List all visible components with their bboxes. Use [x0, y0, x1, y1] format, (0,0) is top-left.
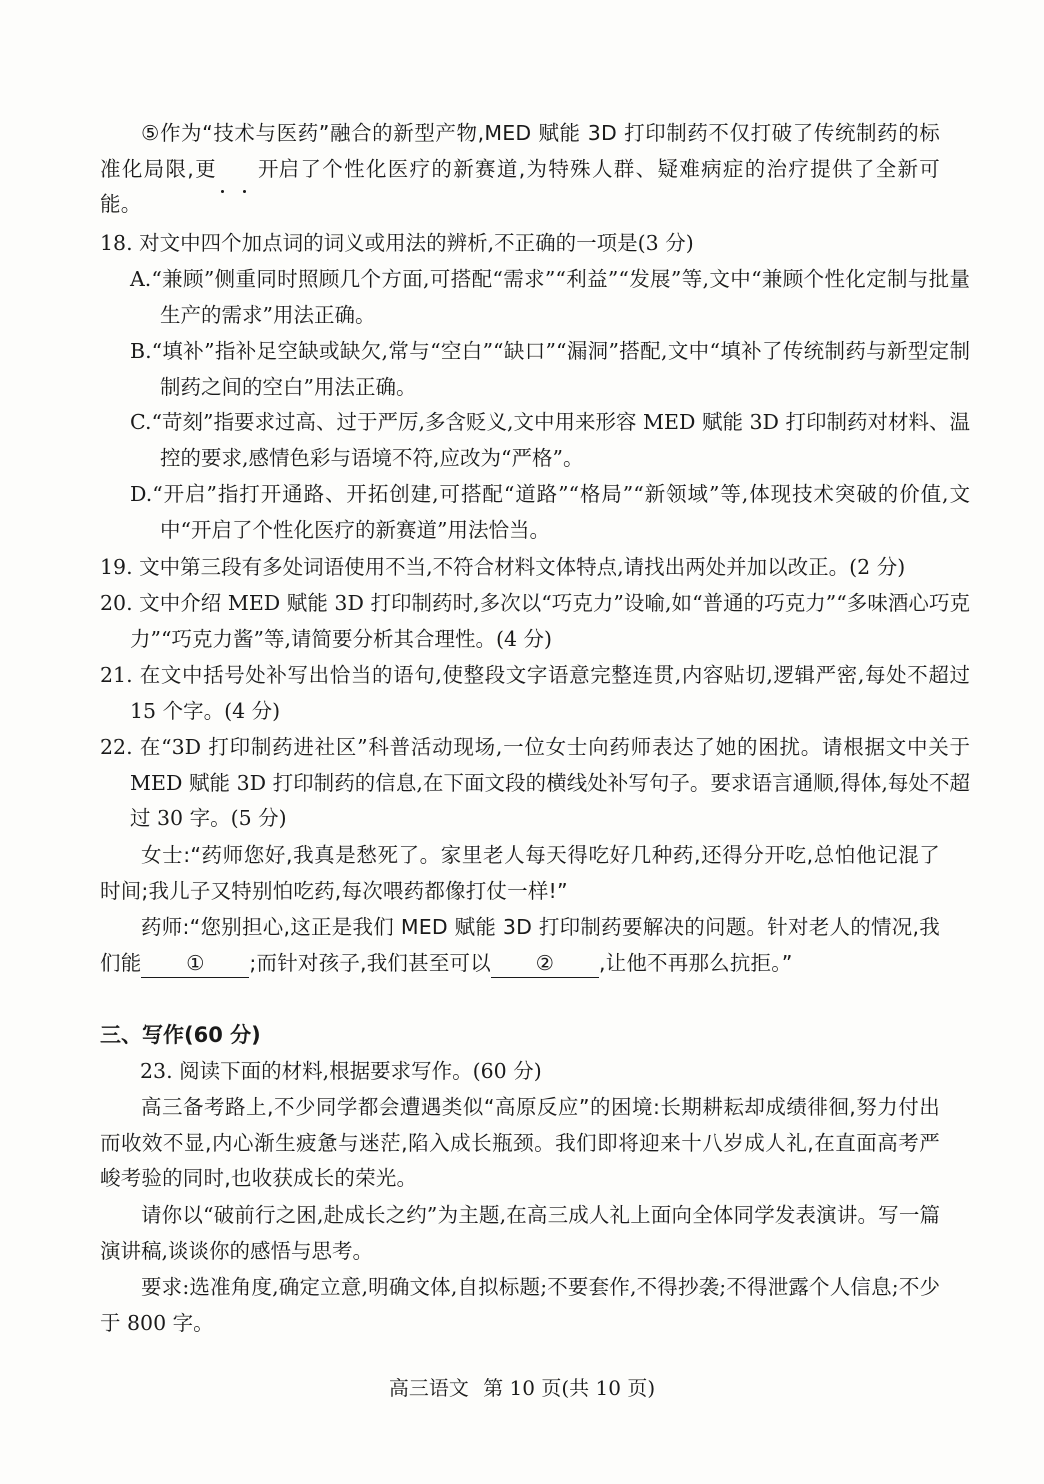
question-19: 19. 文中第三段有多处词语使用不当,不符合材料文体特点,请找出两处并加以改正。(2 分)	[100, 555, 906, 579]
writing-material: 高三备考路上,不少同学都会遭遇类似“高原反应”的困境:长期耕耘却成绩徘徊,努力付出而收效不显,内心渐生疲惫与迷茫,陷入成长瓶颈。我们即将迎来十八岁成人礼,在直面高考严峻考验的同时,也收获成长的荣光。	[100, 1095, 940, 1190]
pharmacist-text-c: ,让他不再那么抗拒。”	[598, 950, 793, 975]
question-21: 21. 在文中括号处补写出恰当的语句,使整段文字语意完整连贯,内容贴切,逻辑严密,每处不超过 15 个字。(4 分)	[100, 663, 970, 723]
dialogue-woman: 女士:“药师您好,我真是愁死了。家里老人每天得吃好几种药,还得分开吃,总怕他记混了时间;我儿子又特别怕吃药,每次喂药都像打仗一样!”	[100, 843, 940, 903]
pharmacist-text-b: ;而针对孩子,我们甚至可以	[249, 950, 491, 975]
question-18-option-c: C.“苛刻”指要求过高、过于严厉,多含贬义,文中用来形容 MED 赋能 3D 打印制药对材料、温控的要求,感情色彩与语境不符,应改为“严格”。	[130, 410, 970, 470]
pharmacist-text-a: 药师:“您别担心,这正是我们 MED 赋能 3D 打印制药要解决的问题。针对老人的情况,我们能	[100, 915, 940, 975]
emphasis-dot	[243, 190, 246, 193]
dotted-word-text: 开启	[257, 156, 300, 181]
blank-2-label: ②	[535, 950, 555, 975]
fill-blank-1[interactable]	[141, 949, 249, 978]
dialogue-pharmacist	[100, 910, 940, 981]
passage-paragraph-5	[100, 116, 940, 223]
fill-blank-2[interactable]	[491, 949, 599, 978]
writing-requirements: 要求:选准角度,确定立意,明确文体,自拟标题;不要套作,不得抄袭;不得泄露个人信息;不少于 800 字。	[100, 1275, 940, 1335]
question-18-option-a: A.“兼顾”侧重同时照顾几个方面,可搭配“需求”“利益”“发展”等,文中“兼顾个性化定制与批量生产的需求”用法正确。	[130, 267, 970, 327]
question-22-stem: 22. 在“3D 打印制药进社区”科普活动现场,一位女士向药师表达了她的困扰。请根据文中关于 MED 赋能 3D 打印制药的信息,在下面文段的横线处补写句子。要求语言通顺,得体,每处不超过 30 字。(5 分)	[100, 735, 970, 830]
question-23-stem: 23. 阅读下面的材料,根据要求写作。(60 分)	[140, 1059, 542, 1083]
question-20: 20. 文中介绍 MED 赋能 3D 打印制药时,多次以“巧克力”设喻,如“普通的巧克力”“多味酒心巧克力”“巧克力酱”等,请简要分析其合理性。(4 分)	[100, 591, 970, 651]
footer-subject: 高三语文	[388, 1376, 469, 1400]
blank-1-label: ①	[186, 950, 205, 975]
passage-text-b: 了个性化医疗的新赛道,为特殊人群、疑难病症的治疗提供了全新可能。	[100, 156, 941, 216]
dotted-word-kaiqi	[217, 152, 299, 188]
section-3-title: 三、写作(60 分)	[100, 1023, 261, 1047]
question-18-option-d: D.“开启”指打开通路、开拓创建,可搭配“道路”“格局”“新领域”等,体现技术突破的价值,文中“开启了个性化医疗的新赛道”用法恰当。	[130, 482, 970, 542]
writing-task: 请你以“破前行之困,赴成长之约”为主题,在高三成人礼上面向全体同学发表演讲。写一篇演讲稿,谈谈你的感悟与思考。	[100, 1203, 940, 1263]
question-18-stem: 18. 对文中四个加点词的词义或用法的辨析,不正确的一项是(3 分)	[100, 231, 694, 255]
question-18-option-b: B.“填补”指补足空缺或缺欠,常与“空白”“缺口”“漏洞”搭配,文中“填补了传统制药与新型定制制药之间的空白”用法正确。	[130, 339, 970, 399]
passage-text-a: ⑤作为“技术与医药”融合的新型产物,MED 赋能 3D 打印制药不仅打破了传统制药的标准化局限,更	[100, 121, 940, 181]
emphasis-dot	[221, 190, 224, 193]
footer-page-number: 第 10 页(共 10 页)	[483, 1376, 656, 1400]
page-footer	[0, 1372, 1044, 1401]
